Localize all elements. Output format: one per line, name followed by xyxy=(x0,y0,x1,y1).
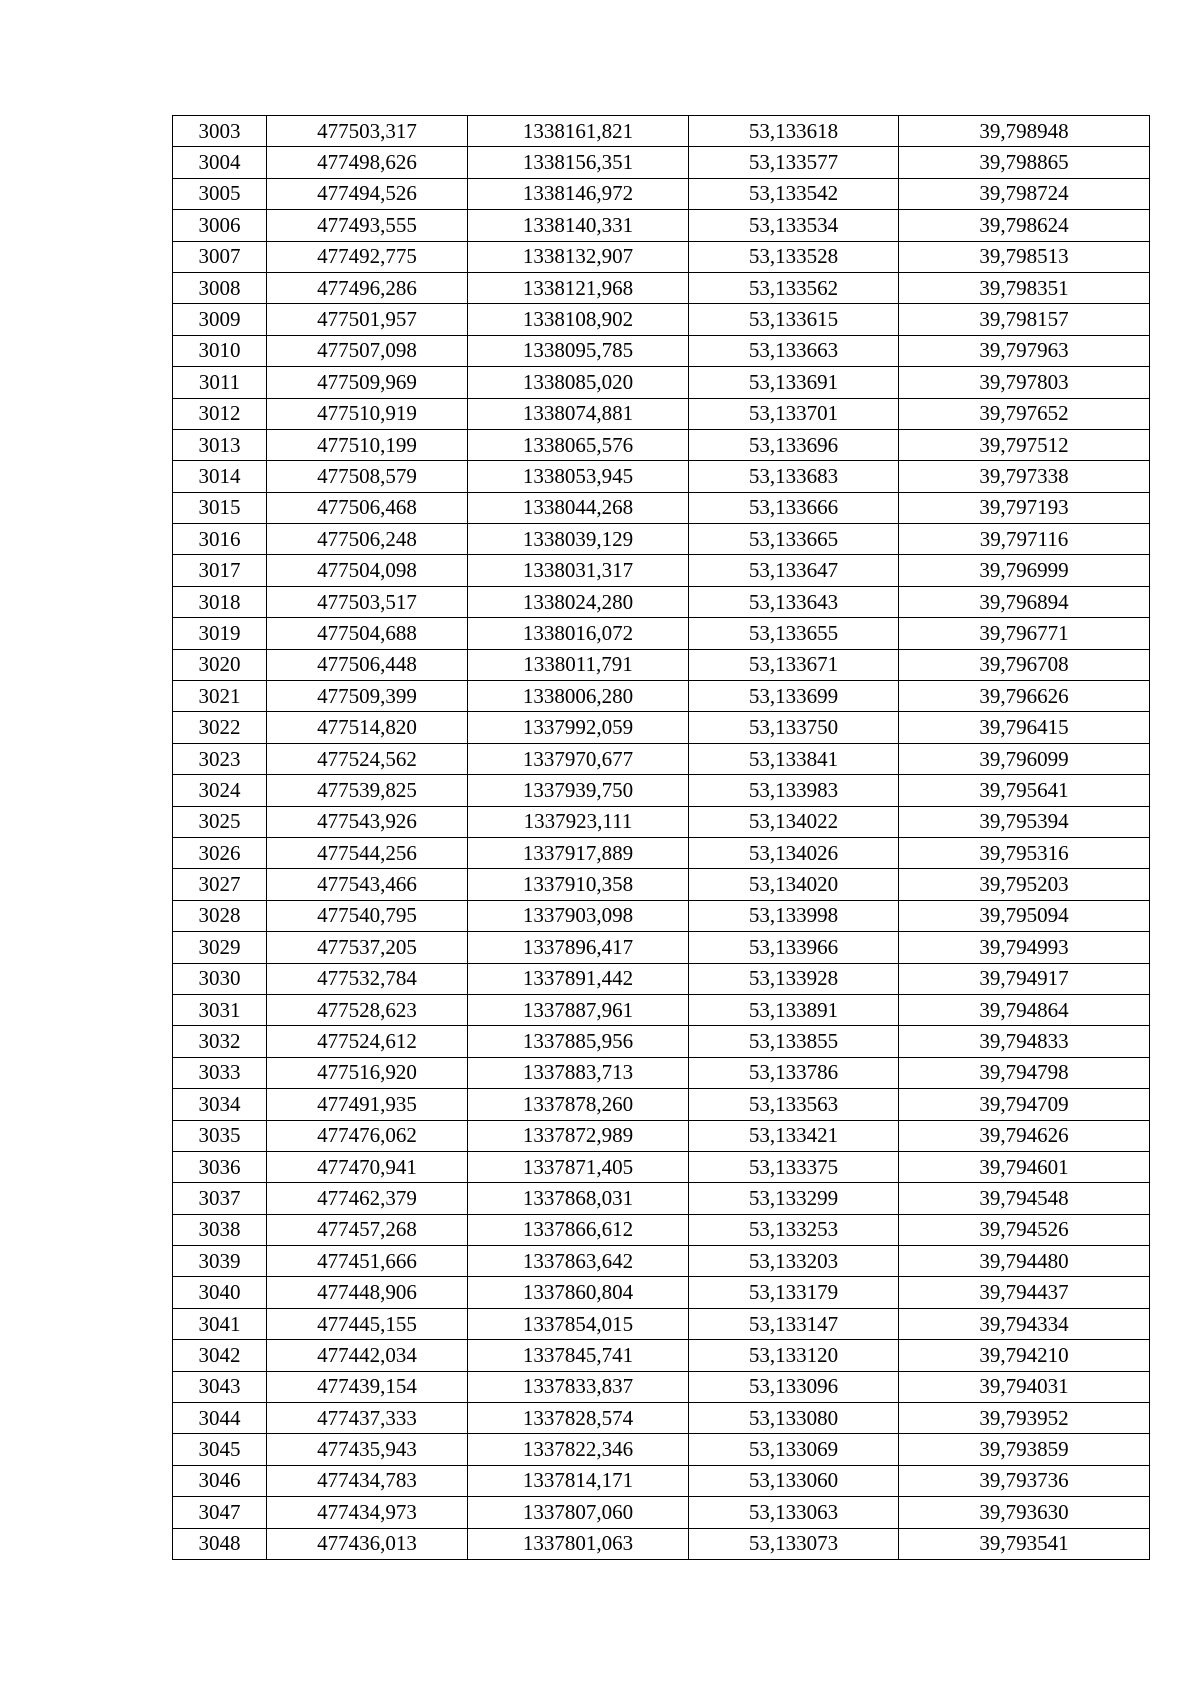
point-number-cell: 3030 xyxy=(173,963,267,994)
latitude-cell: 53,133691 xyxy=(689,367,899,398)
latitude-cell: 53,133891 xyxy=(689,994,899,1025)
x-coordinate-cell: 477543,466 xyxy=(267,869,468,900)
latitude-cell: 53,133060 xyxy=(689,1465,899,1496)
x-coordinate-cell: 477470,941 xyxy=(267,1151,468,1182)
table-row xyxy=(173,1183,1150,1214)
point-number-cell: 3014 xyxy=(173,461,267,492)
point-number-cell: 3038 xyxy=(173,1214,267,1245)
latitude-cell: 53,133998 xyxy=(689,900,899,931)
y-coordinate-cell: 1337814,171 xyxy=(468,1465,689,1496)
table-row xyxy=(173,1497,1150,1528)
coordinates-table xyxy=(172,115,1150,1560)
table-row xyxy=(173,1246,1150,1277)
longitude-cell: 39,794833 xyxy=(899,1026,1150,1057)
table-row xyxy=(173,335,1150,366)
table-row xyxy=(173,837,1150,868)
latitude-cell: 53,133643 xyxy=(689,586,899,617)
longitude-cell: 39,795641 xyxy=(899,775,1150,806)
longitude-cell: 39,794709 xyxy=(899,1089,1150,1120)
table-row xyxy=(173,1026,1150,1057)
latitude-cell: 53,133750 xyxy=(689,712,899,743)
table-row xyxy=(173,963,1150,994)
table-row xyxy=(173,775,1150,806)
x-coordinate-cell: 477532,784 xyxy=(267,963,468,994)
table-row xyxy=(173,649,1150,680)
point-number-cell: 3006 xyxy=(173,210,267,241)
latitude-cell: 53,133120 xyxy=(689,1340,899,1371)
longitude-cell: 39,796894 xyxy=(899,586,1150,617)
longitude-cell: 39,794917 xyxy=(899,963,1150,994)
longitude-cell: 39,794798 xyxy=(899,1057,1150,1088)
x-coordinate-cell: 477509,399 xyxy=(267,681,468,712)
latitude-cell: 53,134026 xyxy=(689,837,899,868)
latitude-cell: 53,133855 xyxy=(689,1026,899,1057)
longitude-cell: 39,796415 xyxy=(899,712,1150,743)
y-coordinate-cell: 1337939,750 xyxy=(468,775,689,806)
table-row xyxy=(173,1434,1150,1465)
latitude-cell: 53,133563 xyxy=(689,1089,899,1120)
y-coordinate-cell: 1337891,442 xyxy=(468,963,689,994)
point-number-cell: 3034 xyxy=(173,1089,267,1120)
table-row xyxy=(173,272,1150,303)
y-coordinate-cell: 1337872,989 xyxy=(468,1120,689,1151)
point-number-cell: 3035 xyxy=(173,1120,267,1151)
longitude-cell: 39,798513 xyxy=(899,241,1150,272)
latitude-cell: 53,133534 xyxy=(689,210,899,241)
y-coordinate-cell: 1338132,907 xyxy=(468,241,689,272)
longitude-cell: 39,793952 xyxy=(899,1403,1150,1434)
x-coordinate-cell: 477504,688 xyxy=(267,618,468,649)
table-row xyxy=(173,681,1150,712)
table-row xyxy=(173,178,1150,209)
point-number-cell: 3036 xyxy=(173,1151,267,1182)
x-coordinate-cell: 477498,626 xyxy=(267,147,468,178)
x-coordinate-cell: 477442,034 xyxy=(267,1340,468,1371)
latitude-cell: 53,133562 xyxy=(689,272,899,303)
y-coordinate-cell: 1338053,945 xyxy=(468,461,689,492)
longitude-cell: 39,794548 xyxy=(899,1183,1150,1214)
y-coordinate-cell: 1337885,956 xyxy=(468,1026,689,1057)
y-coordinate-cell: 1337860,804 xyxy=(468,1277,689,1308)
x-coordinate-cell: 477494,526 xyxy=(267,178,468,209)
point-number-cell: 3026 xyxy=(173,837,267,868)
point-number-cell: 3021 xyxy=(173,681,267,712)
latitude-cell: 53,133841 xyxy=(689,743,899,774)
longitude-cell: 39,797652 xyxy=(899,398,1150,429)
y-coordinate-cell: 1338140,331 xyxy=(468,210,689,241)
latitude-cell: 53,133928 xyxy=(689,963,899,994)
longitude-cell: 39,797338 xyxy=(899,461,1150,492)
point-number-cell: 3023 xyxy=(173,743,267,774)
point-number-cell: 3025 xyxy=(173,806,267,837)
table-row xyxy=(173,1057,1150,1088)
point-number-cell: 3007 xyxy=(173,241,267,272)
y-coordinate-cell: 1337807,060 xyxy=(468,1497,689,1528)
x-coordinate-cell: 477457,268 xyxy=(267,1214,468,1245)
x-coordinate-cell: 477514,820 xyxy=(267,712,468,743)
y-coordinate-cell: 1337910,358 xyxy=(468,869,689,900)
y-coordinate-cell: 1338146,972 xyxy=(468,178,689,209)
y-coordinate-cell: 1337903,098 xyxy=(468,900,689,931)
latitude-cell: 53,133983 xyxy=(689,775,899,806)
x-coordinate-cell: 477493,555 xyxy=(267,210,468,241)
longitude-cell: 39,797803 xyxy=(899,367,1150,398)
point-number-cell: 3020 xyxy=(173,649,267,680)
x-coordinate-cell: 477501,957 xyxy=(267,304,468,335)
table-row xyxy=(173,1371,1150,1402)
longitude-cell: 39,798624 xyxy=(899,210,1150,241)
y-coordinate-cell: 1338095,785 xyxy=(468,335,689,366)
table-row xyxy=(173,1277,1150,1308)
x-coordinate-cell: 477506,468 xyxy=(267,492,468,523)
y-coordinate-cell: 1337854,015 xyxy=(468,1308,689,1339)
table-row xyxy=(173,1340,1150,1371)
table-row xyxy=(173,398,1150,429)
point-number-cell: 3009 xyxy=(173,304,267,335)
table-row xyxy=(173,1151,1150,1182)
y-coordinate-cell: 1338161,821 xyxy=(468,116,689,147)
y-coordinate-cell: 1338085,020 xyxy=(468,367,689,398)
longitude-cell: 39,793859 xyxy=(899,1434,1150,1465)
table-row xyxy=(173,1308,1150,1339)
point-number-cell: 3044 xyxy=(173,1403,267,1434)
point-number-cell: 3022 xyxy=(173,712,267,743)
longitude-cell: 39,794601 xyxy=(899,1151,1150,1182)
table-row xyxy=(173,1403,1150,1434)
latitude-cell: 53,133699 xyxy=(689,681,899,712)
y-coordinate-cell: 1337992,059 xyxy=(468,712,689,743)
table-row xyxy=(173,932,1150,963)
longitude-cell: 39,794526 xyxy=(899,1214,1150,1245)
y-coordinate-cell: 1337833,837 xyxy=(468,1371,689,1402)
latitude-cell: 53,133663 xyxy=(689,335,899,366)
table-row xyxy=(173,429,1150,460)
y-coordinate-cell: 1338016,072 xyxy=(468,618,689,649)
point-number-cell: 3018 xyxy=(173,586,267,617)
longitude-cell: 39,798724 xyxy=(899,178,1150,209)
latitude-cell: 53,133615 xyxy=(689,304,899,335)
latitude-cell: 53,133671 xyxy=(689,649,899,680)
x-coordinate-cell: 477524,612 xyxy=(267,1026,468,1057)
latitude-cell: 53,133665 xyxy=(689,524,899,555)
latitude-cell: 53,133253 xyxy=(689,1214,899,1245)
latitude-cell: 53,133080 xyxy=(689,1403,899,1434)
longitude-cell: 39,798948 xyxy=(899,116,1150,147)
y-coordinate-cell: 1337917,889 xyxy=(468,837,689,868)
y-coordinate-cell: 1337923,111 xyxy=(468,806,689,837)
point-number-cell: 3040 xyxy=(173,1277,267,1308)
x-coordinate-cell: 477504,098 xyxy=(267,555,468,586)
y-coordinate-cell: 1337828,574 xyxy=(468,1403,689,1434)
table-row xyxy=(173,147,1150,178)
table-row xyxy=(173,241,1150,272)
longitude-cell: 39,796708 xyxy=(899,649,1150,680)
x-coordinate-cell: 477510,199 xyxy=(267,429,468,460)
x-coordinate-cell: 477439,154 xyxy=(267,1371,468,1402)
y-coordinate-cell: 1338031,317 xyxy=(468,555,689,586)
x-coordinate-cell: 477539,825 xyxy=(267,775,468,806)
point-number-cell: 3015 xyxy=(173,492,267,523)
table-row xyxy=(173,618,1150,649)
longitude-cell: 39,796626 xyxy=(899,681,1150,712)
x-coordinate-cell: 477506,248 xyxy=(267,524,468,555)
point-number-cell: 3033 xyxy=(173,1057,267,1088)
x-coordinate-cell: 477506,448 xyxy=(267,649,468,680)
longitude-cell: 39,793630 xyxy=(899,1497,1150,1528)
longitude-cell: 39,797116 xyxy=(899,524,1150,555)
latitude-cell: 53,133683 xyxy=(689,461,899,492)
x-coordinate-cell: 477543,926 xyxy=(267,806,468,837)
latitude-cell: 53,133147 xyxy=(689,1308,899,1339)
x-coordinate-cell: 477510,919 xyxy=(267,398,468,429)
latitude-cell: 53,133647 xyxy=(689,555,899,586)
x-coordinate-cell: 477496,286 xyxy=(267,272,468,303)
latitude-cell: 53,133063 xyxy=(689,1497,899,1528)
y-coordinate-cell: 1337866,612 xyxy=(468,1214,689,1245)
table-row xyxy=(173,1214,1150,1245)
table-row xyxy=(173,210,1150,241)
latitude-cell: 53,133096 xyxy=(689,1371,899,1402)
x-coordinate-cell: 477448,906 xyxy=(267,1277,468,1308)
longitude-cell: 39,795203 xyxy=(899,869,1150,900)
longitude-cell: 39,794864 xyxy=(899,994,1150,1025)
point-number-cell: 3017 xyxy=(173,555,267,586)
point-number-cell: 3042 xyxy=(173,1340,267,1371)
y-coordinate-cell: 1337883,713 xyxy=(468,1057,689,1088)
longitude-cell: 39,794626 xyxy=(899,1120,1150,1151)
point-number-cell: 3037 xyxy=(173,1183,267,1214)
latitude-cell: 53,133542 xyxy=(689,178,899,209)
x-coordinate-cell: 477537,205 xyxy=(267,932,468,963)
point-number-cell: 3048 xyxy=(173,1528,267,1559)
x-coordinate-cell: 477509,969 xyxy=(267,367,468,398)
x-coordinate-cell: 477491,935 xyxy=(267,1089,468,1120)
longitude-cell: 39,794993 xyxy=(899,932,1150,963)
y-coordinate-cell: 1338006,280 xyxy=(468,681,689,712)
point-number-cell: 3039 xyxy=(173,1246,267,1277)
point-number-cell: 3028 xyxy=(173,900,267,931)
point-number-cell: 3012 xyxy=(173,398,267,429)
x-coordinate-cell: 477516,920 xyxy=(267,1057,468,1088)
longitude-cell: 39,795394 xyxy=(899,806,1150,837)
y-coordinate-cell: 1338024,280 xyxy=(468,586,689,617)
x-coordinate-cell: 477507,098 xyxy=(267,335,468,366)
y-coordinate-cell: 1338074,881 xyxy=(468,398,689,429)
longitude-cell: 39,798351 xyxy=(899,272,1150,303)
point-number-cell: 3032 xyxy=(173,1026,267,1057)
latitude-cell: 53,133203 xyxy=(689,1246,899,1277)
y-coordinate-cell: 1337878,260 xyxy=(468,1089,689,1120)
latitude-cell: 53,133655 xyxy=(689,618,899,649)
longitude-cell: 39,798157 xyxy=(899,304,1150,335)
x-coordinate-cell: 477435,943 xyxy=(267,1434,468,1465)
point-number-cell: 3005 xyxy=(173,178,267,209)
latitude-cell: 53,133577 xyxy=(689,147,899,178)
latitude-cell: 53,133696 xyxy=(689,429,899,460)
point-number-cell: 3011 xyxy=(173,367,267,398)
latitude-cell: 53,133073 xyxy=(689,1528,899,1559)
latitude-cell: 53,133701 xyxy=(689,398,899,429)
x-coordinate-cell: 477434,783 xyxy=(267,1465,468,1496)
x-coordinate-cell: 477528,623 xyxy=(267,994,468,1025)
x-coordinate-cell: 477492,775 xyxy=(267,241,468,272)
point-number-cell: 3027 xyxy=(173,869,267,900)
y-coordinate-cell: 1337896,417 xyxy=(468,932,689,963)
longitude-cell: 39,797963 xyxy=(899,335,1150,366)
x-coordinate-cell: 477434,973 xyxy=(267,1497,468,1528)
y-coordinate-cell: 1337801,063 xyxy=(468,1528,689,1559)
latitude-cell: 53,133299 xyxy=(689,1183,899,1214)
longitude-cell: 39,794334 xyxy=(899,1308,1150,1339)
point-number-cell: 3013 xyxy=(173,429,267,460)
y-coordinate-cell: 1338011,791 xyxy=(468,649,689,680)
y-coordinate-cell: 1337845,741 xyxy=(468,1340,689,1371)
latitude-cell: 53,133528 xyxy=(689,241,899,272)
table-row xyxy=(173,524,1150,555)
y-coordinate-cell: 1338121,968 xyxy=(468,272,689,303)
table-row xyxy=(173,806,1150,837)
longitude-cell: 39,797512 xyxy=(899,429,1150,460)
x-coordinate-cell: 477540,795 xyxy=(267,900,468,931)
table-row xyxy=(173,116,1150,147)
table-row xyxy=(173,304,1150,335)
latitude-cell: 53,134022 xyxy=(689,806,899,837)
x-coordinate-cell: 477462,379 xyxy=(267,1183,468,1214)
y-coordinate-cell: 1338156,351 xyxy=(468,147,689,178)
point-number-cell: 3041 xyxy=(173,1308,267,1339)
point-number-cell: 3031 xyxy=(173,994,267,1025)
point-number-cell: 3010 xyxy=(173,335,267,366)
table-row xyxy=(173,367,1150,398)
y-coordinate-cell: 1337863,642 xyxy=(468,1246,689,1277)
x-coordinate-cell: 477451,666 xyxy=(267,1246,468,1277)
point-number-cell: 3016 xyxy=(173,524,267,555)
coordinates-table-body xyxy=(173,116,1150,1560)
point-number-cell: 3043 xyxy=(173,1371,267,1402)
latitude-cell: 53,133179 xyxy=(689,1277,899,1308)
latitude-cell: 53,133666 xyxy=(689,492,899,523)
longitude-cell: 39,797193 xyxy=(899,492,1150,523)
table-row xyxy=(173,492,1150,523)
latitude-cell: 53,133786 xyxy=(689,1057,899,1088)
longitude-cell: 39,793736 xyxy=(899,1465,1150,1496)
x-coordinate-cell: 477445,155 xyxy=(267,1308,468,1339)
y-coordinate-cell: 1337871,405 xyxy=(468,1151,689,1182)
point-number-cell: 3046 xyxy=(173,1465,267,1496)
latitude-cell: 53,133966 xyxy=(689,932,899,963)
point-number-cell: 3003 xyxy=(173,116,267,147)
point-number-cell: 3045 xyxy=(173,1434,267,1465)
table-row xyxy=(173,994,1150,1025)
longitude-cell: 39,796771 xyxy=(899,618,1150,649)
latitude-cell: 53,133375 xyxy=(689,1151,899,1182)
table-row xyxy=(173,555,1150,586)
longitude-cell: 39,794437 xyxy=(899,1277,1150,1308)
table-row xyxy=(173,900,1150,931)
x-coordinate-cell: 477544,256 xyxy=(267,837,468,868)
y-coordinate-cell: 1337868,031 xyxy=(468,1183,689,1214)
longitude-cell: 39,796099 xyxy=(899,743,1150,774)
table-row xyxy=(173,1465,1150,1496)
longitude-cell: 39,796999 xyxy=(899,555,1150,586)
table-row xyxy=(173,586,1150,617)
longitude-cell: 39,794480 xyxy=(899,1246,1150,1277)
y-coordinate-cell: 1338108,902 xyxy=(468,304,689,335)
table-row xyxy=(173,1528,1150,1559)
y-coordinate-cell: 1337822,346 xyxy=(468,1434,689,1465)
latitude-cell: 53,133618 xyxy=(689,116,899,147)
y-coordinate-cell: 1338044,268 xyxy=(468,492,689,523)
longitude-cell: 39,798865 xyxy=(899,147,1150,178)
table-row xyxy=(173,712,1150,743)
latitude-cell: 53,133069 xyxy=(689,1434,899,1465)
x-coordinate-cell: 477508,579 xyxy=(267,461,468,492)
point-number-cell: 3008 xyxy=(173,272,267,303)
point-number-cell: 3024 xyxy=(173,775,267,806)
y-coordinate-cell: 1338065,576 xyxy=(468,429,689,460)
y-coordinate-cell: 1337887,961 xyxy=(468,994,689,1025)
x-coordinate-cell: 477437,333 xyxy=(267,1403,468,1434)
longitude-cell: 39,794210 xyxy=(899,1340,1150,1371)
longitude-cell: 39,793541 xyxy=(899,1528,1150,1559)
table-row xyxy=(173,1120,1150,1151)
x-coordinate-cell: 477503,317 xyxy=(267,116,468,147)
point-number-cell: 3019 xyxy=(173,618,267,649)
longitude-cell: 39,794031 xyxy=(899,1371,1150,1402)
table-row xyxy=(173,743,1150,774)
y-coordinate-cell: 1338039,129 xyxy=(468,524,689,555)
point-number-cell: 3029 xyxy=(173,932,267,963)
latitude-cell: 53,133421 xyxy=(689,1120,899,1151)
y-coordinate-cell: 1337970,677 xyxy=(468,743,689,774)
x-coordinate-cell: 477436,013 xyxy=(267,1528,468,1559)
longitude-cell: 39,795094 xyxy=(899,900,1150,931)
latitude-cell: 53,134020 xyxy=(689,869,899,900)
point-number-cell: 3004 xyxy=(173,147,267,178)
x-coordinate-cell: 477476,062 xyxy=(267,1120,468,1151)
table-row xyxy=(173,869,1150,900)
x-coordinate-cell: 477503,517 xyxy=(267,586,468,617)
x-coordinate-cell: 477524,562 xyxy=(267,743,468,774)
table-row xyxy=(173,1089,1150,1120)
longitude-cell: 39,795316 xyxy=(899,837,1150,868)
table-row xyxy=(173,461,1150,492)
point-number-cell: 3047 xyxy=(173,1497,267,1528)
